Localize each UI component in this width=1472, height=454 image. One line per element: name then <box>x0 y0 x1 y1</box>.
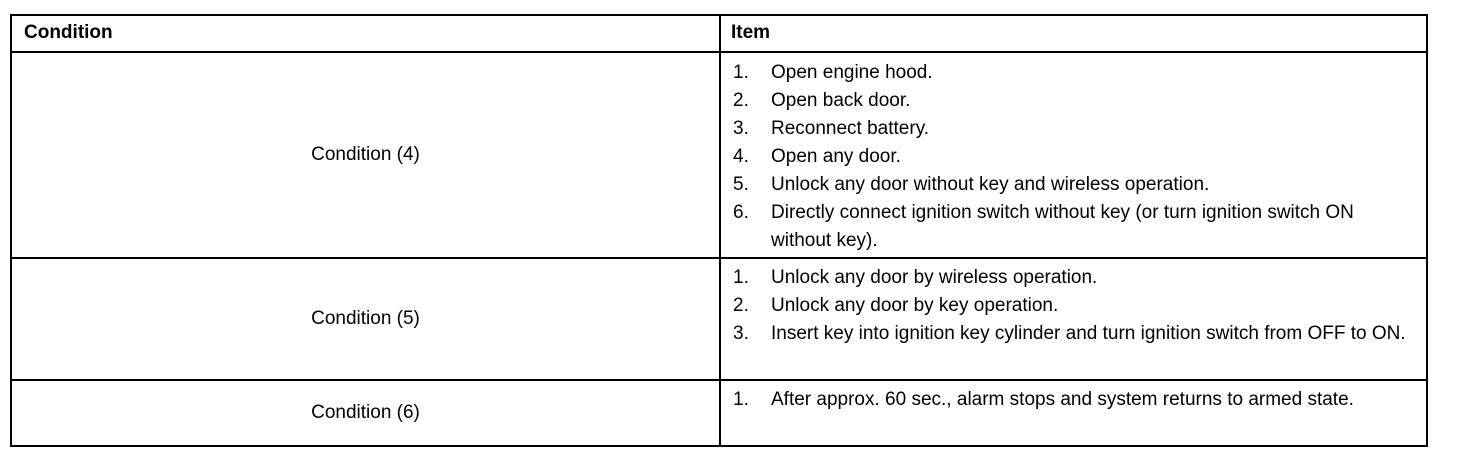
item-number: 1. <box>733 62 749 83</box>
item-text: Open back door. <box>771 90 911 111</box>
list-item <box>723 115 1423 143</box>
item-number: 3. <box>733 323 749 344</box>
condition-label: Condition (5) <box>311 308 420 329</box>
item-text: Directly connect ignition switch without key (or turn ignition switch ON without key). <box>771 202 1354 251</box>
item-number: 4. <box>733 146 749 167</box>
condition-label: Condition (6) <box>311 402 420 423</box>
item-number: 1. <box>733 267 749 288</box>
item-number: 6. <box>733 202 749 223</box>
condition-label: Condition (4) <box>311 144 420 165</box>
condition-item-table <box>10 14 1428 447</box>
item-text: Open any door. <box>771 146 901 167</box>
item-text: Unlock any door without key and wireless operation. <box>771 174 1210 195</box>
item-number: 2. <box>733 295 749 316</box>
header-condition: Condition <box>24 22 113 43</box>
item-text: Reconnect battery. <box>771 118 930 139</box>
header-item: Item <box>731 22 771 43</box>
list-item <box>723 199 1423 255</box>
item-list <box>723 59 1423 255</box>
item-list <box>723 386 1423 414</box>
item-number: 1. <box>733 389 749 410</box>
list-item <box>723 59 1423 87</box>
condition-cell <box>12 259 719 379</box>
list-item <box>723 143 1423 171</box>
item-number: 2. <box>733 90 749 111</box>
list-item <box>723 171 1423 199</box>
list-item <box>723 320 1423 348</box>
list-item <box>723 87 1423 115</box>
item-text: Open engine hood. <box>771 62 933 83</box>
list-item <box>723 264 1423 292</box>
column-divider <box>719 16 721 445</box>
condition-cell <box>12 53 719 257</box>
list-item <box>723 386 1423 414</box>
list-item <box>723 292 1423 320</box>
item-text: Unlock any door by wireless operation. <box>771 267 1098 288</box>
item-list <box>723 264 1423 348</box>
item-text: Insert key into ignition key cylinder and turn ignition switch from OFF to ON. <box>771 323 1406 344</box>
item-text: Unlock any door by key operation. <box>771 295 1059 316</box>
item-number: 3. <box>733 118 749 139</box>
item-number: 5. <box>733 174 749 195</box>
item-text: After approx. 60 sec., alarm stops and system returns to armed state. <box>771 389 1354 410</box>
condition-cell <box>12 381 719 445</box>
